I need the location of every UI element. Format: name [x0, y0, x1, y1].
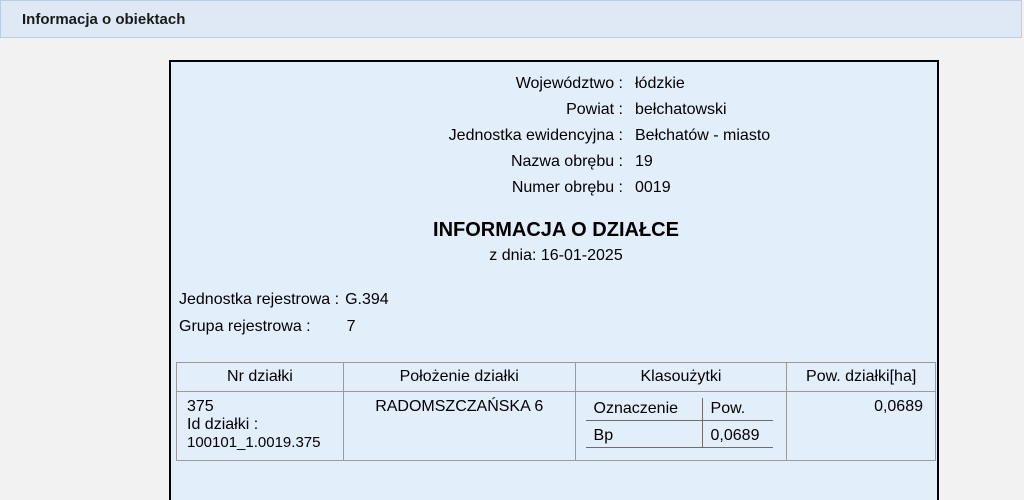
registry-group-value: 7 [346, 318, 356, 335]
document-title: INFORMACJA O DZIAŁCE [433, 219, 679, 241]
header-title: Informacja o obiektach [22, 11, 186, 28]
klasouzytki-table [586, 398, 773, 448]
plot-id-label: Id działki : [187, 416, 259, 433]
table-row [177, 392, 936, 461]
klas-designation: Bp [586, 421, 703, 448]
cell-plot-area: 0,0689 [787, 392, 936, 461]
klas-area: 0,0689 [702, 421, 773, 448]
plots-table [176, 362, 936, 461]
admin-label: Powiat : [566, 101, 623, 118]
table-header-row [177, 363, 936, 392]
registry-unit-label: Jednostka rejestrowa : [179, 291, 340, 308]
admin-value: łódzkie [635, 75, 685, 92]
admin-label: Nazwa obrębu : [510, 153, 623, 170]
plot-id-value: 100101_1.0019.375 [187, 434, 321, 451]
cell-plot-number [177, 392, 344, 461]
klas-header-designation: Oznaczenie [586, 398, 703, 421]
header-nr: Nr działki [177, 363, 344, 392]
klas-row [586, 421, 773, 448]
admin-info [171, 71, 937, 201]
admin-value: Bełchatów - miasto [635, 127, 771, 144]
header-bar [0, 0, 1022, 38]
header-location: Położenie działki [343, 363, 575, 392]
cell-klasouzytki [575, 392, 787, 461]
header-area: Pow. działki[ha] [787, 363, 936, 392]
registry-unit [179, 291, 389, 309]
admin-value: 19 [635, 153, 653, 170]
admin-row-voivodeship [171, 71, 937, 97]
admin-label: Województwo : [515, 75, 623, 92]
registry-group [179, 318, 356, 336]
admin-value: 0019 [635, 179, 671, 196]
admin-value: bełchatowski [635, 101, 727, 118]
admin-row-precinct-name [171, 149, 937, 175]
registry-unit-value: G.394 [345, 291, 389, 308]
cell-plot-location: RADOMSZCZAŃSKA 6 [343, 392, 575, 461]
klas-header-area: Pow. [702, 398, 773, 421]
admin-row-precinct-number [171, 175, 937, 201]
document-date: z dnia: 16-01-2025 [489, 247, 623, 264]
admin-row-unit [171, 123, 937, 149]
admin-row-county [171, 97, 937, 123]
admin-label: Jednostka ewidencyjna : [448, 127, 623, 144]
plot-number: 375 [187, 398, 214, 415]
header-klasouzytki: Klasoużytki [575, 363, 787, 392]
plot-info-panel [169, 60, 939, 500]
admin-label: Numer obrębu : [511, 179, 623, 196]
registry-group-label: Grupa rejestrowa : [179, 318, 311, 335]
